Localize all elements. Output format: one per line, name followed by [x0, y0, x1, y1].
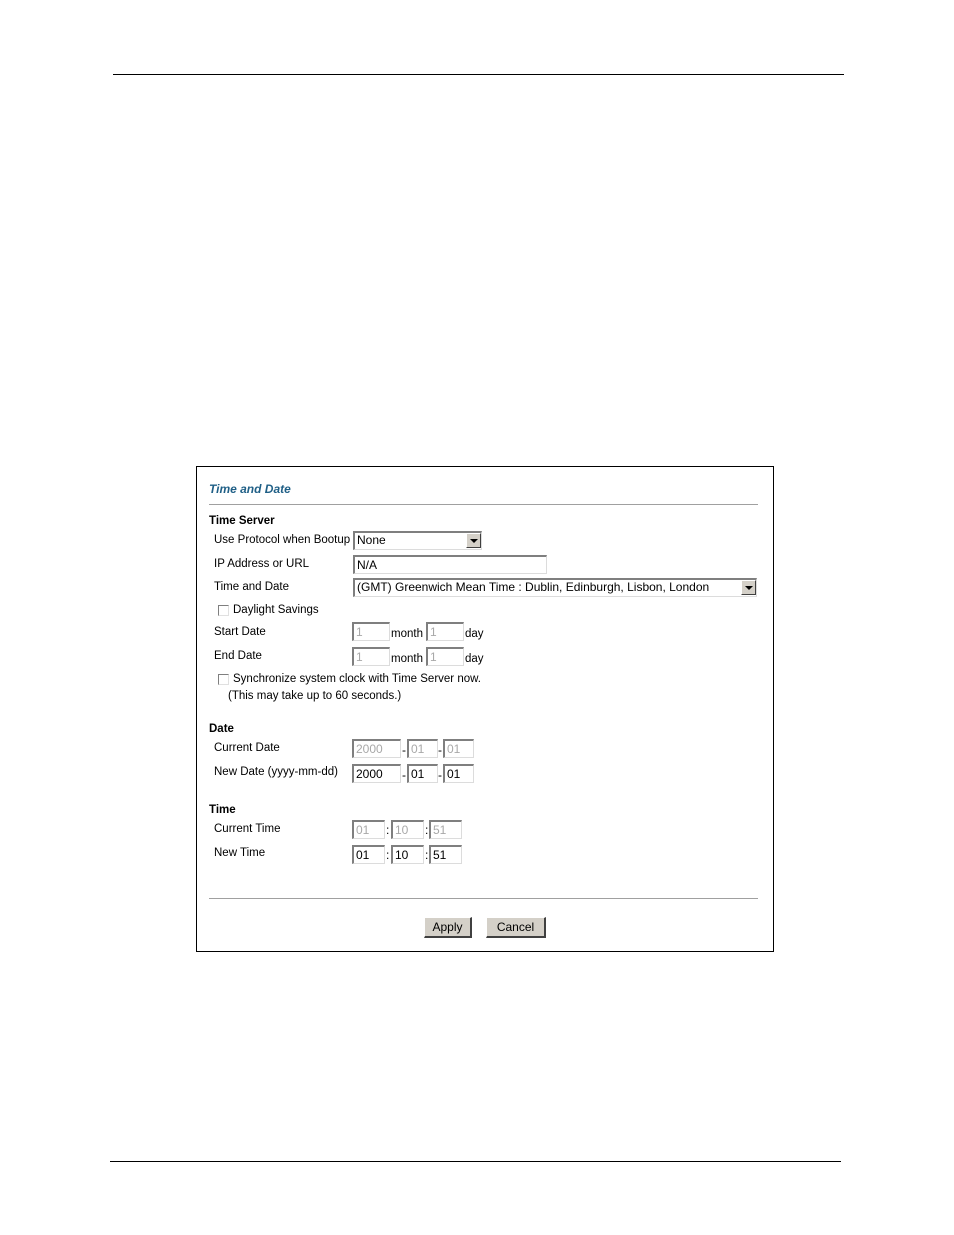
date-separator: -	[438, 743, 442, 757]
time-separator: :	[425, 848, 429, 862]
time-separator: :	[425, 823, 429, 837]
time-and-date-panel	[196, 466, 774, 952]
panel-title: Time and Date	[209, 482, 291, 496]
sync-clock-label: Synchronize system clock with Time Server now.	[233, 673, 481, 685]
protocol-label: Use Protocol when Bootup	[214, 534, 351, 546]
new-date-label: New Date (yyyy-mm-dd)	[214, 766, 338, 778]
new-day-input[interactable]	[443, 764, 474, 783]
current-minute-input	[391, 820, 424, 839]
time-heading: Time	[209, 804, 236, 816]
chevron-down-icon[interactable]	[741, 580, 756, 595]
end-month-unit: month	[391, 653, 423, 665]
page-bottom-rule	[110, 1161, 841, 1162]
date-separator: -	[438, 768, 442, 782]
timezone-select-value: (GMT) Greenwich Mean Time : Dublin, Edinburgh, Lisbon, London	[357, 580, 710, 594]
ip-address-input[interactable]	[353, 555, 547, 574]
page-top-rule	[113, 74, 844, 75]
start-date-label: Start Date	[214, 626, 266, 638]
end-date-label: End Date	[214, 650, 262, 662]
current-hour-input	[352, 820, 385, 839]
current-second-input	[429, 820, 462, 839]
start-day-input[interactable]	[426, 622, 464, 641]
date-heading: Date	[209, 723, 234, 735]
current-month-input	[407, 739, 438, 758]
title-divider	[209, 504, 758, 506]
new-month-input[interactable]	[407, 764, 438, 783]
time-separator: :	[386, 848, 390, 862]
new-second-input[interactable]	[429, 845, 462, 864]
daylight-savings-label: Daylight Savings	[233, 604, 319, 616]
time-server-heading: Time Server	[209, 515, 275, 527]
end-day-unit: day	[465, 653, 484, 665]
start-month-input[interactable]	[352, 622, 390, 641]
current-day-input	[443, 739, 474, 758]
current-time-label: Current Time	[214, 823, 281, 835]
chevron-down-icon[interactable]	[466, 533, 481, 548]
ip-label: IP Address or URL	[214, 558, 310, 570]
footer-divider	[209, 898, 758, 900]
sync-clock-note: (This may take up to 60 seconds.)	[228, 690, 402, 702]
apply-button[interactable]: Apply	[424, 917, 472, 938]
cancel-button[interactable]: Cancel	[486, 917, 546, 938]
current-date-label: Current Date	[214, 742, 280, 754]
date-separator: -	[402, 743, 406, 757]
start-day-unit: day	[465, 628, 484, 640]
timezone-select[interactable]	[353, 578, 757, 597]
daylight-savings-checkbox[interactable]	[218, 605, 229, 616]
time-separator: :	[386, 823, 390, 837]
new-hour-input[interactable]	[352, 845, 385, 864]
new-minute-input[interactable]	[391, 845, 424, 864]
start-month-unit: month	[391, 628, 423, 640]
new-year-input[interactable]	[352, 764, 401, 783]
current-year-input	[352, 739, 401, 758]
sync-clock-checkbox[interactable]	[218, 674, 229, 685]
end-month-input[interactable]	[352, 647, 390, 666]
protocol-select-value: None	[357, 533, 386, 547]
new-time-label: New Time	[214, 847, 266, 859]
timezone-label: Time and Date	[214, 581, 289, 593]
date-separator: -	[402, 768, 406, 782]
end-day-input[interactable]	[426, 647, 464, 666]
protocol-select[interactable]	[353, 531, 482, 550]
